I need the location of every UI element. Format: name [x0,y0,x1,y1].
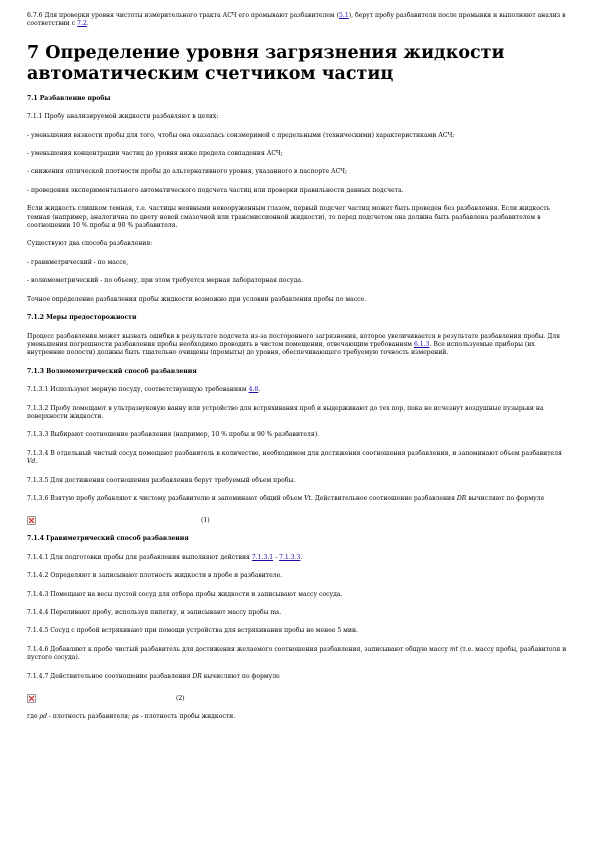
variable: DR [192,672,202,680]
paragraph-7-1-3-1 [27,386,571,394]
paragraph-caution [27,333,571,358]
text: вычисляют по формуле [466,494,545,502]
paragraph-7-1-3-4 [27,450,571,467]
equation-number: (2) [176,694,185,702]
text: 7.1.3.1 Используют мерную посуду, соответствующую требованиям [27,386,249,394]
variable: ρs [132,713,139,721]
text: 7.1.4.1 Для подготовки пробы для разбавления выполняют действия [27,553,252,561]
text: где [27,713,40,721]
text: вычисляют по формуле [201,672,280,680]
link-6-1-3[interactable]: 6.1.3 [413,340,430,348]
text: . [300,553,303,561]
link-5-1[interactable]: 5.1 [339,12,349,19]
text: 6.7.6 Для проверки уровня чистоты измерительного тракта АСЧ его промывают разбавителем ( [27,12,339,19]
bullet-item: - снижения оптической плотности пробы до альтернативного уровня, указанного в паспорте АСЧ; [27,168,348,176]
paragraph-7-1-3-6 [27,495,571,503]
link-7-1-3-1[interactable]: 7.1.3.1 [251,553,274,561]
text: 7.1.3.4 В отдельный чистый сосуд помещают разбавитель в количестве, необходимом для достижения соотношения разбавления, и запоминают объем разбавителя [27,449,562,457]
paragraph-7-1-4-7 [27,673,571,681]
bullet-item: - гравиметрический - по массе, [27,258,129,266]
text: 7.1.4.6 Добавляют к пробе чистый разбавитель для достижения желаемого соотношения разбавления, записывают общую массу [27,645,450,653]
paragraph-accuracy: Точное определение разбавления пробы жидкости возможно при условии разбавления пробы по массе. [27,295,367,303]
text: Процесс разбавления может вызвать ошибки в результате подсчета из-за постороннего загрязнения, которое увеличивается в результате разбавления пробы. Для уменьшения погрешности разбавления пробы необходимо проводить в чистом помещении, отвечающим требованиям [27,332,561,348]
text: . [86,20,89,28]
text: - плотность пробы жидкости. [138,713,236,721]
text: (т.е. массу пробы, разбавителя и пустого сосуда). [27,645,567,662]
paragraph-dark-liquid: Если жидкость слишком темная, т.е. частицы неявными невооруженным глазом, первый подсчет частиц может быть проведен без разбавления. Если жидкость темная (например, аналогична по цвету новой смазочной или трансмиссионной жидкости), то перед подсчетом она должна быть разбавлена разбавителем в соотношении 10 % пробы и 90 % разбавителя. [27,205,550,230]
variable: mt [449,645,459,653]
bullet-item: - волюмометрический - по объему, при этом требуется мерная лабораторная посуда. [27,277,303,285]
broken-image-icon [27,516,36,525]
paragraph-methods-intro: Существуют два способа разбавления: [27,240,153,248]
section-heading: 7 Определение уровня загрязнения жидкости автоматическим счетчиком частиц [27,42,505,84]
text: . Все используемые приборы (их внутренние полости) должны быть тщательно очищены (промыты) до уровня, обеспечивающего требуемую точность измерений. [27,340,535,357]
link-7-2[interactable]: 7.2 [77,20,87,28]
link-7-1-3-3[interactable]: 7.1.3.3 [279,553,301,561]
text: 7.1.3.6 Взятую пробу добавляют к чистому разбавителю и запоминают общий объем [27,494,305,502]
paragraph-7-1-4-5: 7.1.4.5 Сосуд с пробой встряхивают при помощи устройства для встряхивания пробы не менее 5 мин. [27,627,358,635]
paragraph-7-1-4-2: 7.1.4.2 Определяют и записывают плотность жидкости в пробе и разбавителе. [27,572,283,580]
text: - плотность разбавителя; [46,713,132,721]
equation-number: (1) [201,516,210,524]
paragraph-7-1-4-6 [27,646,571,663]
text: ), берут пробу разбавителя после промывки и выполняют анализ в соответствии с [27,12,566,28]
subsection-7-1-3-title: 7.1.3 Волюмометрический способ разбавления [27,367,197,375]
bullet-item: - уменьшения концентрации частиц до уровня ниже предела совпадения АСЧ; [27,150,283,158]
paragraph-7-1-1: 7.1.1 Пробу анализируемой жидкости разбавляют в целях: [27,113,219,121]
bullet-item: - уменьшения вязкости пробы для того, чтобы она оказалась соизмеримой с предельными (техническими) характеристиками АСЧ; [27,131,455,139]
broken-image-icon [27,694,36,703]
subsection-7-1-2-title: 7.1.2 Меры предосторожности [27,314,137,322]
text: 7.1.4.7 Действительное соотношение разбавления [27,672,193,680]
text: - [273,553,280,561]
formula-2 [27,691,571,705]
paragraph-7-1-4-1 [27,554,571,562]
variable: Vt [304,494,311,502]
text: . Действительное соотношение разбавления [310,494,457,502]
paragraph-7-1-3-2: 7.1.3.2 Пробу помещают в ультразвуковую ванну или устройство для встряхивания проб и выдерживают до тех пор, пока не исчезнут воздушные пузырьки на поверхности жидкости. [27,404,544,420]
paragraph-7-1-4-4: 7.1.4.4 Переливают пробу, используя пипетку, и записывают массу пробы ms. [27,609,282,616]
paragraph-where [27,713,571,721]
paragraph-7-1-4-3: 7.1.4.3 Помещают на весы пустой сосуд для отбора пробы жидкости и записывают массу сосуда. [27,590,343,598]
variable: DR [456,494,467,502]
paragraph-7-1-3-5: 7.1.3.5 Для достижения соотношения разбавления берут требуемый объем пробы. [27,476,296,484]
formula-1 [27,513,571,527]
variable: ρd [39,713,47,721]
text: . [35,458,38,466]
text: . [258,386,261,394]
subsection-7-1-title: 7.1 Разбавление пробы [27,94,111,102]
variable: Vd [27,458,36,466]
subsection-7-1-4-title: 7.1.4 Гравиметрический способ разбавления [27,535,189,543]
paragraph-7-1-3-3: 7.1.3.3 Выбирают соотношение разбавления (например, 10 % пробы и 90 % разбавителя). [27,431,320,439]
bullet-item: - проведения экспериментального автоматического подсчета частиц или проверки правильности данных подсчета. [27,186,404,194]
link-4-8[interactable]: 4.8 [248,386,259,394]
paragraph-6-7-6 [27,12,571,29]
